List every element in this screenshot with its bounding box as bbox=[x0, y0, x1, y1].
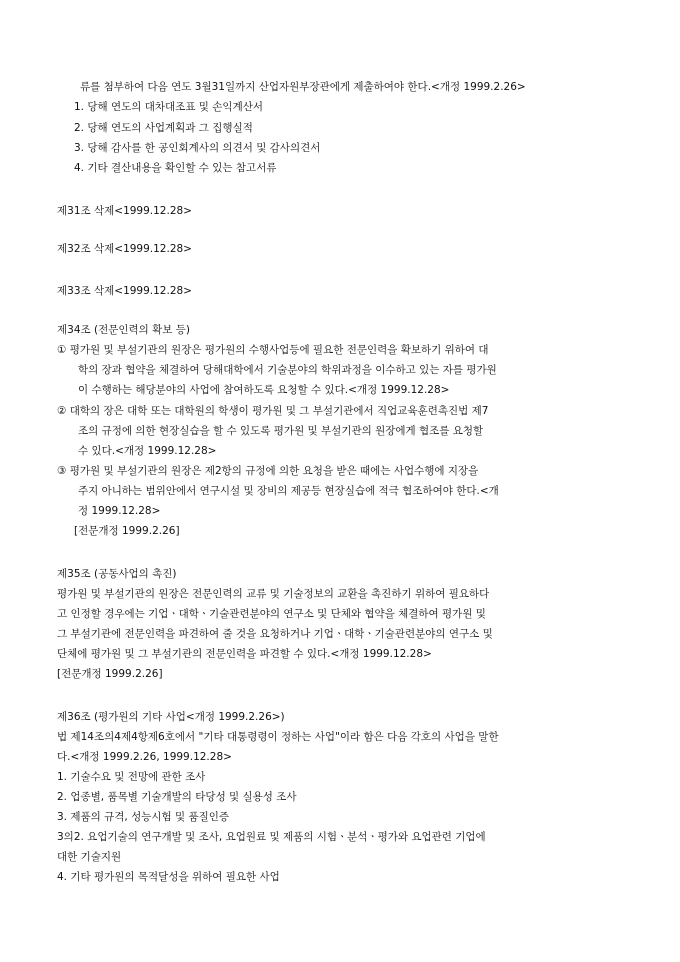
art35-line4: 단체에 평가원 및 그 부설기관의 전문인력을 파견할 수 있다.<개정 1999.12.28> bbox=[57, 648, 432, 660]
art36-item-3-2-cont: 대한 기술지원 bbox=[57, 851, 122, 863]
art36-item-3: 3. 제품의 규격, 성능시험 및 품질인증 bbox=[57, 811, 230, 823]
art35-line3: 그 부설기관에 전문인력을 파견하여 줄 것을 요청하거나 기업ㆍ대학ㆍ기술관련분야의 연구소 및 bbox=[57, 628, 493, 640]
art36-item-2: 2. 업종별, 품목별 기술개발의 타당성 및 실용성 조사 bbox=[57, 791, 297, 803]
art34-title: 제34조 (전문인력의 확보 등) bbox=[57, 324, 190, 336]
art34-para2-line3: 수 있다.<개정 1999.12.28> bbox=[78, 445, 217, 457]
art35-title: 제35조 (공동사업의 촉진) bbox=[57, 568, 177, 580]
art30-item-3: 3. 당해 감사를 한 공인회계사의 의견서 및 감사의견서 bbox=[74, 142, 321, 154]
art30-item-2: 2. 당해 연도의 사업계획과 그 집행실적 bbox=[74, 122, 253, 134]
art36-line1: 법 제14조의4제4항제6호에서 "기타 대통령령이 정하는 사업"이라 함은 다음 각호의 사업을 말한 bbox=[57, 731, 499, 743]
art34-para3-line1: ③ 평가원 및 부설기관의 원장은 제2항의 규정에 의한 요청을 받은 때에는 사업수행에 지장을 bbox=[57, 465, 479, 477]
art35-line2: 고 인정할 경우에는 기업ㆍ대학ㆍ기술관련분야의 연구소 및 단체와 협약을 체결하여 평가원 및 bbox=[57, 608, 486, 620]
art33-heading: 제33조 삭제<1999.12.28> bbox=[57, 285, 192, 297]
art36-item-3-2: 3의2. 요업기술의 연구개발 및 조사, 요업원료 및 제품의 시험ㆍ분석ㆍ평가와 요업관련 기업에 bbox=[57, 831, 486, 843]
art35-line1: 평가원 및 부설기관의 원장은 전문인력의 교류 및 기술정보의 교환을 촉진하기 위하여 필요하다 bbox=[57, 588, 490, 600]
art30-continuation: 류를 첨부하여 다음 연도 3월31일까지 산업자원부장관에게 제출하여야 한다.<개정 1999.2.26> bbox=[80, 81, 526, 93]
art34-para3-line3: 정 1999.12.28> bbox=[78, 505, 161, 517]
art34-para1-line2: 학의 장과 협약을 체결하여 당해대학에서 기술분야의 학위과정을 이수하고 있는 자를 평가원 bbox=[78, 364, 497, 376]
art34-para1-line3: 이 수행하는 해당분야의 사업에 참여하도록 요청할 수 있다.<개정 1999.12.28> bbox=[78, 384, 450, 396]
art34-para1-line1: ① 평가원 및 부설기관의 원장은 평가원의 수행사업등에 필요한 전문인력을 확보하기 위하여 대 bbox=[57, 344, 489, 356]
art30-item-4: 4. 기타 결산내용을 확인할 수 있는 참고서류 bbox=[74, 162, 277, 174]
art35-amendment-note: [전문개정 1999.2.26] bbox=[57, 668, 163, 680]
art34-para3-line2: 주지 아니하는 범위안에서 연구시설 및 장비의 제공등 현장실습에 적극 협조하여야 한다.<개 bbox=[78, 485, 499, 497]
art36-item-4: 4. 기타 평가원의 목적달성을 위하여 필요한 사업 bbox=[57, 871, 280, 883]
art36-line2: 다.<개정 1999.2.26, 1999.12.28> bbox=[57, 751, 232, 763]
art31-heading: 제31조 삭제<1999.12.28> bbox=[57, 205, 192, 217]
art34-para2-line1: ② 대학의 장은 대학 또는 대학원의 학생이 평가원 및 그 부설기관에서 직업교육훈련촉진법 제7 bbox=[57, 405, 489, 417]
art34-amendment-note: [전문개정 1999.2.26] bbox=[74, 525, 180, 537]
art30-item-1: 1. 당해 연도의 대차대조표 및 손익계산서 bbox=[74, 101, 263, 113]
art34-para2-line2: 조의 규정에 의한 현장실습을 할 수 있도록 평가원 및 부설기관의 원장에게 협조를 요청할 bbox=[78, 425, 484, 437]
art36-title: 제36조 (평가원의 기타 사업<개정 1999.2.26>) bbox=[57, 711, 285, 723]
art36-item-1: 1. 기술수요 및 전망에 관한 조사 bbox=[57, 771, 206, 783]
art32-heading: 제32조 삭제<1999.12.28> bbox=[57, 243, 192, 255]
